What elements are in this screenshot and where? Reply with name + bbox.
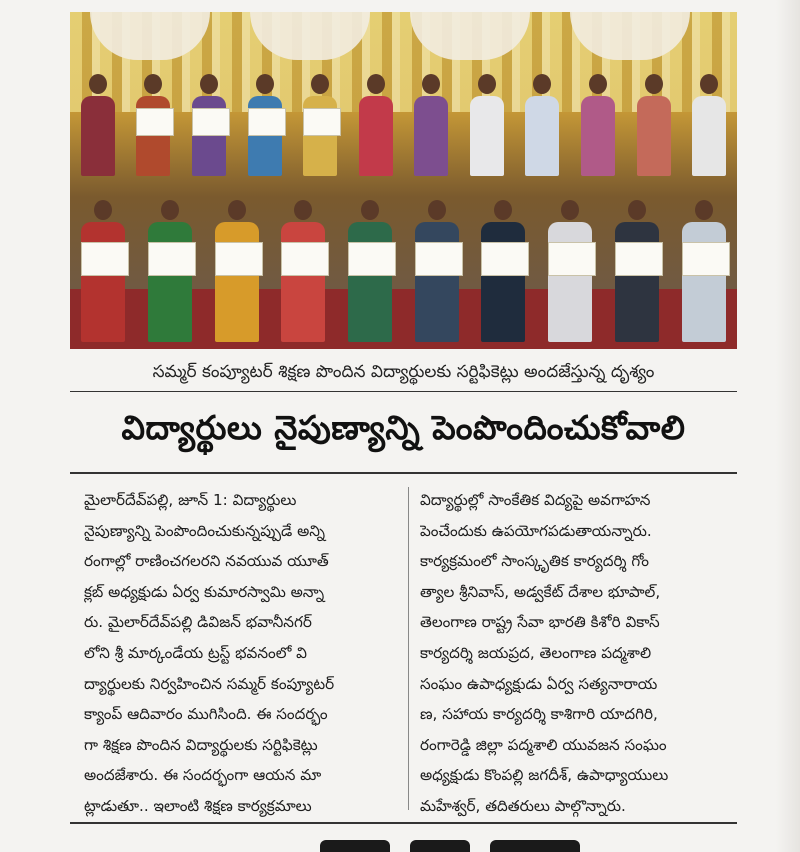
article-line: తెలంగాణ రాష్ట్ర సేవా భారతి కిశోరి వికాస్ [420,613,660,632]
article-line: గా శిక్షణ పొందిన విద్యార్థులకు సర్టిఫికెట్లు [84,735,318,754]
article-line: విద్యార్థుల్లో సాంకేతిక విద్యపై అవగాహన [420,491,651,509]
photo-person [682,200,726,342]
article-end-rule [70,822,737,824]
column-divider [408,487,409,810]
photo-person [348,200,392,342]
certificate [481,242,529,276]
article-line: క్యాంప్ ఆదివారం ముగిసింది. ఈ సందర్భం [84,705,328,724]
certificate [682,242,730,276]
photo-person [525,74,559,176]
photo-person [281,200,325,342]
next-headline-cutoff [70,834,737,852]
certificate [348,242,396,276]
photo-person [692,74,726,176]
photo-person [548,200,592,342]
photo-person [581,74,615,176]
article-line: రంగారెడ్డి జిల్లా పద్మశాలి యువజన సంఘం [420,735,667,754]
photo-row-front [70,200,737,342]
certificate [281,242,329,276]
photo-person [81,200,125,342]
article-line: మైలార్‌దేవ్‌పల్లి, జూన్ 1: విద్యార్థులు [84,491,297,509]
article-line: త్యాల శ్రీనివాస్, అడ్వకేట్ దేశాల భూపాల్, [420,582,661,601]
certificate [615,242,663,276]
article-line: లోని శ్రీ మార్కండేయ ట్రస్ట్ భవనంలో వి [84,643,307,662]
article-column-right [420,485,738,822]
certificate [303,108,341,136]
certificate [215,242,263,276]
photo-row-back [70,74,737,176]
article-line: ణ, సహాయ కార్యదర్శి కాశిగారి యాదగిరి, [420,705,658,724]
photo-person [136,74,170,176]
photo-person [615,200,659,342]
article-line: అందజేశారు. ఈ సందర్భంగా ఆయన మా [84,766,322,785]
photo-person [81,74,115,176]
certificate [192,108,230,136]
certificate [415,242,463,276]
scan-edge [776,0,800,852]
article-line: ద్యార్థులకు నిర్వహించిన సమ్మర్ కంప్యూటర్ [84,674,335,693]
article-line: క్లబ్ అధ్యక్షుడు ఏర్వ కుమారస్వామి అన్నా [84,582,325,601]
photo-person [470,74,504,176]
group-photo [70,12,737,349]
article-line: రంగాల్లో రాణించగలరని నవయువ యూత్ [84,552,329,571]
certificate [548,242,596,276]
certificate [81,242,129,276]
article-line: కార్యక్రమంలో సాంస్కృతిక కార్యదర్శి గోం [420,552,650,571]
article-line: సంఘం ఉపాధ్యక్షుడు ఏర్వ సత్యనారాయ [420,674,658,693]
article-line: రు. మైలార్‌దేవ్‌పల్లి డివిజన్ భవానీనగర్ [84,613,312,632]
photo-person [481,200,525,342]
article-column-left [84,485,402,822]
article-headline: విద్యార్థులు నైపుణ్యాన్ని పెంపొందించుకోవాలి [121,408,686,447]
photo-person [192,74,226,176]
photo-person [148,200,192,342]
photo-person [359,74,393,176]
photo-person [415,200,459,342]
certificate [248,108,286,136]
photo-person [215,200,259,342]
article-line: ట్లాడుతూ.. ఇలాంటి శిక్షణ కార్యక్రమాలు [84,796,312,815]
headline-rule [70,472,737,474]
article-line: అధ్యక్షుడు కొంపల్లి జగదీశ్, ఉపాధ్యాయులు [420,766,669,785]
photo-person [303,74,337,176]
article-line: నైపుణ్యాన్ని పెంపొందించుకున్నప్పుడే అన్ని [84,521,326,540]
photo-person [414,74,448,176]
article-line: కార్యదర్శి జయప్రద, తెలంగాణ పద్మశాలి [420,643,652,662]
photo-caption: సమ్మర్ కంప్యూటర్ శిక్షణ పొందిన విద్యార్థులకు సర్టిఫికెట్లు అందజేస్తున్న దృశ్యం [70,357,737,392]
article-line: మహేశ్వర్, తదితరులు పాల్గొన్నారు. [420,796,626,815]
certificate [148,242,196,276]
article-line: పెంచేందుకు ఉపయోగపడుతాయన్నారు. [420,521,652,540]
photo-person [248,74,282,176]
photo-person [637,74,671,176]
certificate [136,108,174,136]
